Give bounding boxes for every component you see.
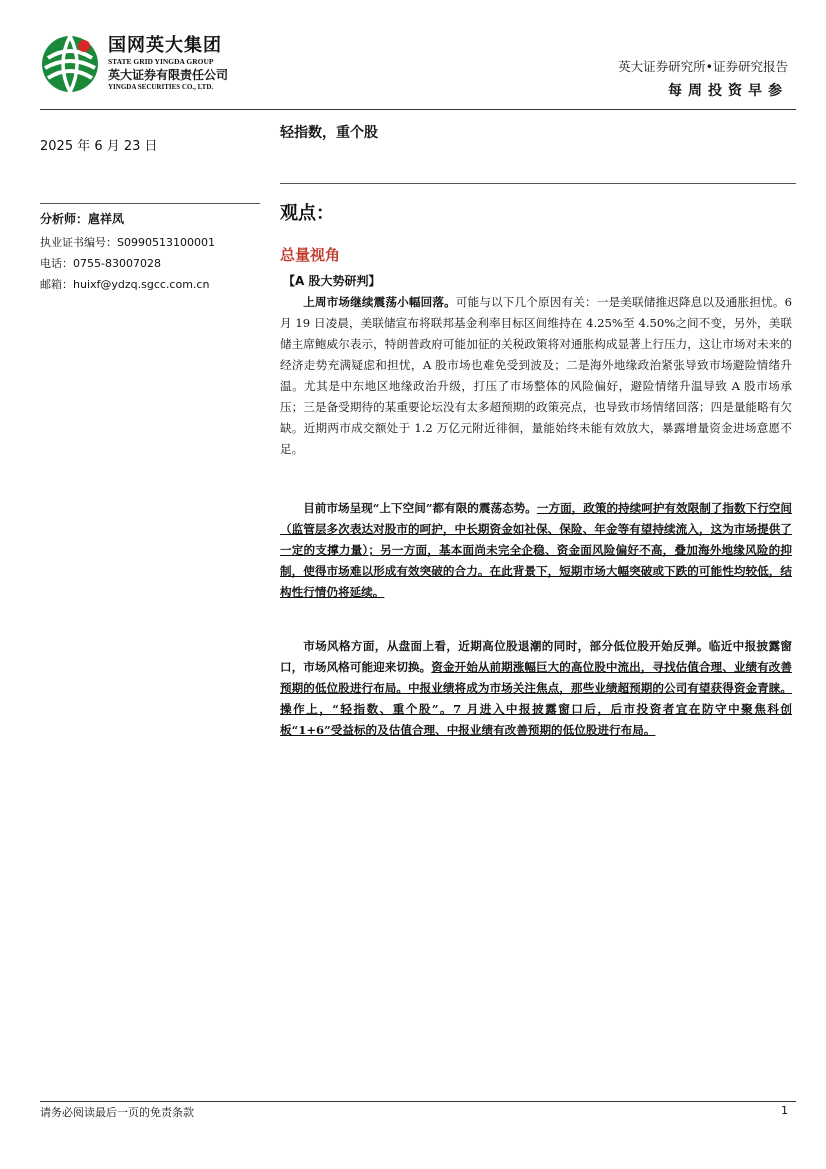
paragraph-3 — [280, 636, 792, 741]
paragraph-2-lead: 目前市场呈现“上下空间”都有限的震荡态势。 — [303, 501, 537, 515]
paragraph-1 — [280, 292, 792, 460]
footer-disclaimer: 请务必阅读最后一页的免责条款 — [40, 1106, 194, 1119]
logo-company-name: 英大证券有限责任公司 — [108, 68, 229, 82]
paragraph-3-underlined: 资金开始从前期涨幅巨大的高位股中流出，寻找估值合理、业绩有改善预期的低位股进行布局。中报业绩将成为市场关注焦点，那些业绩超预期的公司有望获得资金青睐。操作上，“轻指数、重个股”。7 月进入中报披露窗口后，后市投资者宜在防守中聚焦科创板“1+6”受益标的及估值合理、中报业绩有改善预期的低位股进行布局。 — [280, 660, 792, 737]
company-logo-icon — [40, 34, 100, 94]
report-date: 2025 年 6 月 23 日 — [40, 139, 158, 154]
sub-heading: 【A 股大势研判】 — [283, 274, 381, 288]
report-title: 轻指数，重个股 — [280, 125, 378, 141]
email-address: 邮箱：huixf@ydzq.sgcc.com.cn — [40, 278, 210, 291]
report-series-label: 每周投资早参 — [668, 83, 788, 99]
paragraph-2-underlined: 一方面，政策的持续呵护有效限制了指数下行空间（监管层多次表达对股市的呵护，中长期资金如社保、保险、年金等有望持续流入，这为市场提供了一定的支撑力量）；另一方面，基本面尚未完全企稳、资金面风险偏好不高，叠加海外地缘风险的抑制，使得市场难以形成有效突破的合力。在此背景下，短期市场大幅突破或下跌的可能性均较低，结构性行情仍将延续。 — [280, 501, 792, 599]
view-heading: 观点： — [280, 203, 334, 224]
paragraph-1-lead: 上周市场继续震荡小幅回落。 — [303, 295, 456, 309]
logo-group-name-en: STATE GRID YINGDA GROUP — [108, 57, 214, 66]
phone-number: 电话：0755-83007028 — [40, 257, 161, 270]
license-number: 执业证书编号：S0990513100001 — [40, 236, 215, 249]
header-divider — [40, 109, 796, 110]
analyst-name: 分析师：扈祥凤 — [40, 212, 125, 226]
paragraph-3-lead: 市场风格方面，从盘面上看，近期高位股退潮的同时，部分低位股开始反弹。临近中报披露窗口，市场风格可能迎来切换。 — [280, 639, 792, 674]
left-divider — [40, 203, 260, 204]
logo-company-name-en: YINGDA SECURITIES CO., LTD. — [108, 83, 214, 91]
paragraph-1-text: 可能与以下几个原因有关：一是美联储推迟降息以及通胀担忧。6 月 19 日凌晨，美联储宣布将联邦基金利率目标区间维持在 4.25%至 4.50%之间不变，另外，美联储主席鲍威尔表示，特朗普政府可能加征的关税政策将对通胀构成显著上行压力，这让市场对未来的经济走势充满疑虑和担忧，A 股市场也难免受到波及；二是海外地缘政治紧张导致市场避险情绪升温。尤其是中东地区地缘政治升级，打压了市场整体的风险偏好，避险情绪升温导致 A 股市场承压；三是备受期待的某重要论坛没有太多超预期的政策亮点，也导致市场情绪回落；四是量能略有欠缺。近期两市成交额处于 1.2 万亿元附近徘徊，量能始终未能有效放大，暴露增量资金进场意愿不足。 — [280, 295, 792, 456]
institute-label: 英大证券研究所•证券研究报告 — [618, 59, 788, 74]
paragraph-2 — [280, 498, 792, 603]
section-heading: 总量视角 — [280, 246, 341, 264]
page-number: 1 — [781, 1104, 788, 1117]
footer-divider — [40, 1101, 796, 1102]
logo-text — [108, 36, 268, 92]
logo-group-name: 国网英大集团 — [108, 35, 222, 56]
title-divider — [280, 183, 796, 184]
